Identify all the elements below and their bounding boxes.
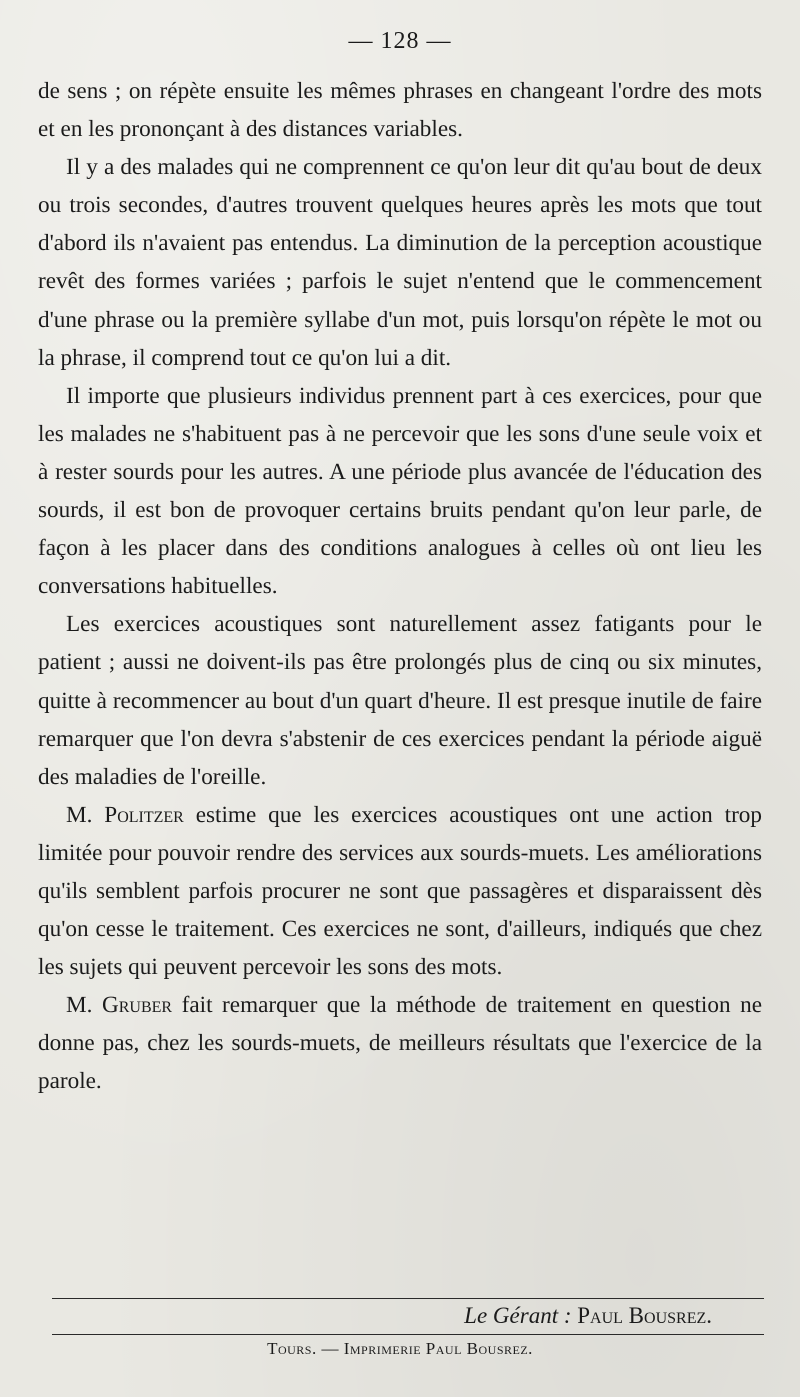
paragraph-exercices-individus: Il importe que plusieurs individus prennent part à ces exercices, pour que les malades ne s'habituent pas à ne percevoir que les sons d'une seule voix et à rester sourds pour les autres. A une période plus avancée de l'éducation des sourds, il est bon de provoquer certains bruits pendant qu'on leur parle, de façon à les placer dans des conditions analogues à celles où ont lieu les conversations habituelles. — [38, 382, 762, 600]
paragraph-exercices-fatigants: Les exercices acoustiques sont naturellement assez fatigants pour le patient ; aussi ne doivent-ils pas être prolongés plus de cinq ou six minutes, quitte à recommencer au bout d'un quart d'heure. Il est presque inutile de faire remarquer que l'on devra s'abstenir de ces exercices pendant la période aiguë des maladies de l'oreille. — [38, 611, 762, 790]
paragraph-malades: Il y a des malades qui ne comprennent ce qu'on leur dit qu'au bout de deux ou trois secondes, d'autres trouvent quelques heures après les mots que tout d'abord ils n'avaient pas entendus. La diminution de la perception acoustique revêt des formes variées ; parfois le sujet n'entend que le commencement d'une phrase ou la première syllabe d'un mot, puis lorsqu'on répète le mot ou la phrase, il comprend tout ce qu'on lui a dit. — [38, 154, 762, 371]
paragraph-gruber — [38, 986, 762, 1100]
gruber-name: Gruber — [101, 992, 173, 1019]
politzer-text: estime que les exercices acoustiques ont une action trop limitée pour pouvoir rendre des services aux sourds-muets. Les améliorations qu'ils semblent parfois procurer ne sont que passagères et disparaissent dès qu'on cesse le traitement. Ces exercices ne sont, d'ailleurs, indiqués que chez les sujets qui peuvent percevoir les sons des mots. — [38, 801, 762, 981]
page-number: — 128 — — [348, 28, 452, 54]
politzer-name: Politzer — [104, 801, 184, 828]
gerant-label: Le Gérant : — [464, 1303, 572, 1328]
footer-rule-bottom — [52, 1334, 764, 1335]
paragraph-continuation: de sens ; on répète ensuite les mêmes phrases en changeant l'ordre des mots et en les prononçant à des distances variables. — [38, 78, 762, 143]
gerant-line — [464, 1299, 712, 1333]
gruber-text: fait remarquer que la méthode de traitement en question ne donne pas, chez les sourds-muets, de meilleurs résultats que l'exercice de la parole. — [38, 992, 762, 1095]
gerant-name: Paul Bousrez. — [577, 1303, 712, 1328]
politzer-prefix: M. — [66, 801, 105, 828]
paragraph-politzer — [38, 796, 762, 986]
gruber-prefix: M. — [66, 992, 102, 1019]
printer-imprint: Tours. — Imprimerie Paul Bousrez. — [267, 1339, 533, 1358]
body-text — [38, 72, 762, 1101]
